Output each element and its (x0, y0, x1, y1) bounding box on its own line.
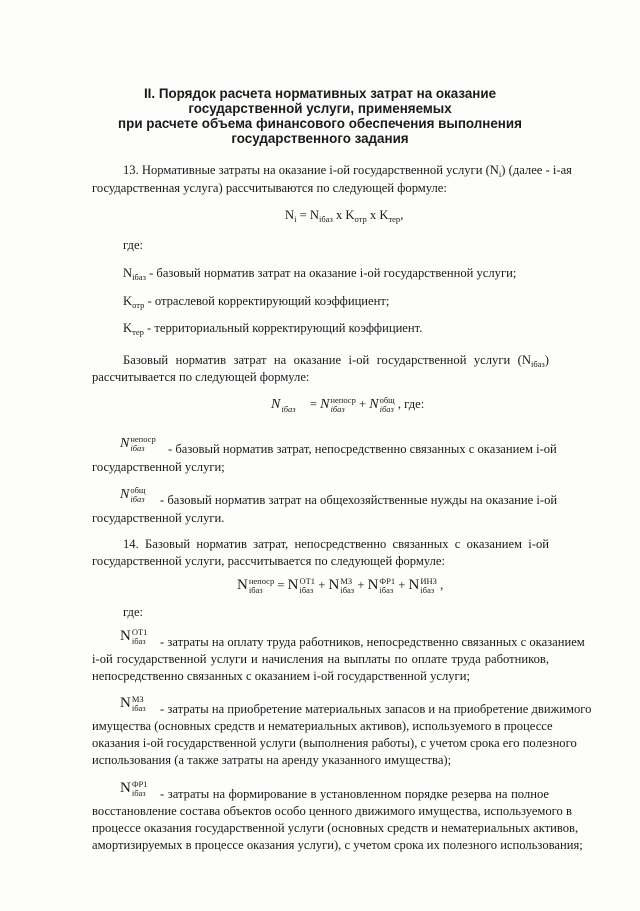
def-fr1-line-3: процессе оказания государственной услуги (основных средств и нематериальных активов, (92, 821, 579, 835)
heading-line-4: государственного задания (231, 131, 409, 146)
def-obsh-line-2: государственной услуги. (92, 511, 225, 525)
heading-line-1: II. Порядок расчета нормативных затрат на оказание (143, 86, 497, 101)
def-mz-symbol: N МЗ iбаз (120, 694, 146, 714)
def-mz-line-2: имущества (основных средств и нематериальных активов), используемого в процессе (92, 719, 553, 733)
def-neposr-symbol: N непоср iбаз (120, 434, 156, 454)
def-obsh-symbol: N общ iбаз (120, 485, 146, 505)
where-label-1: где: (123, 238, 144, 252)
def-mz-line-4: использования (а также затраты на аренду указанного имущества); (92, 753, 452, 767)
def-neposr-line-2: государственной услуги; (92, 460, 225, 474)
def-kter: $K_{тер}$ - территориальный корректирующий коэффициент. (123, 321, 423, 337)
def-fr1-symbol: N ФР1 iбаз (120, 779, 148, 799)
def-obsh-line-1: - базовый норматив затрат на общехозяйственные нужды на оказание i-ой (160, 493, 558, 507)
def-ot1-line-2: i-ой государственной услуги и начисления на выплаты по оплате труда работников, (92, 652, 549, 666)
heading-line-2: государственной услуги, применяемых (188, 101, 452, 116)
section-heading (0, 86, 640, 146)
formula-base: N iбаз = N непоср iбаз + N общ iбаз , где: (271, 395, 425, 415)
def-neposr-line-1: - базовый норматив затрат, непосредственно связанных с оказанием i-ой (168, 442, 557, 456)
def-kotr: $K_{отр}$ - отраслевой корректирующий коэффициент; (123, 294, 390, 310)
where-label-2: где: (123, 605, 144, 619)
heading-line-3: при расчете объема финансового обеспечения выполнения (118, 116, 522, 131)
def-mz-line-1: - затраты на приобретение материальных запасов и на приобретение движимого (160, 702, 592, 716)
def-fr1-line-2: восстановление состава объектов особо ценного движимого имущества, используемого в (92, 804, 572, 818)
def-fr1-line-1: - затраты на формирование в установленном порядке резерва на полное (160, 787, 549, 801)
def-ot1-symbol: N ОТ1 iбаз (120, 627, 148, 647)
def-mz-line-3: оказания i-ой государственной услуги (выполнения работы), с учетом срока его полезного (92, 736, 577, 750)
def-fr1-line-4: амортизируемых в процессе оказания услуги), с учетом срока их полезного использования; (92, 838, 583, 852)
def-ot1-line-1: - затраты на оплату труда работников, непосредственно связанных с оказанием (160, 635, 585, 649)
formula-ni: $N_i = N_{iбаз}$ x $K_{отр}$ x $K_{тер}$, (285, 208, 404, 224)
p-base-line-2: рассчитывается по следующей формуле: (92, 370, 310, 384)
p13-line-1: 13. Нормативные затраты на оказание i-ой государственной услуги $(N_i)$ (далее - i-ая (123, 163, 572, 179)
def-nibaz: $N_{iбаз}$ - базовый норматив затрат на оказание i-ой государственной услуги; (123, 266, 517, 282)
formula-neposr: N непоср iбаз = N ОТ1 iбаз + N МЗ iбаз + N ФР1 iбаз + N ИНЗ iбаз , (237, 576, 444, 596)
p14-line-2: государственной услуги, рассчитывается по следующей формуле: (92, 554, 445, 568)
def-ot1-line-3: непосредственно связанных с оказанием i-ой государственной услуги; (92, 669, 470, 683)
p-base-line-1: Базовый норматив затрат на оказание i-ой государственной услуги $(N_{iбаз})$ (123, 353, 549, 369)
p14-line-1: 14. Базовый норматив затрат, непосредственно связанных с оказанием i-ой (123, 537, 549, 551)
p13-line-2: государственная услуга) рассчитываются по следующей формуле: (92, 181, 447, 195)
